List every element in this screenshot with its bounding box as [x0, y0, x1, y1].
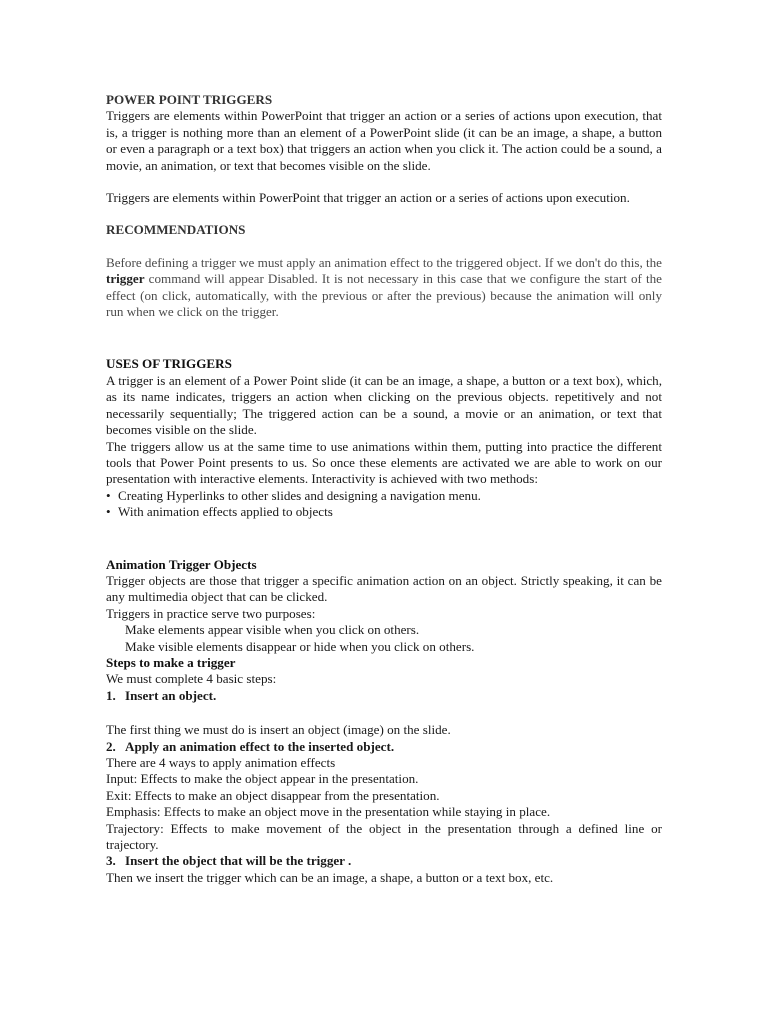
recommendations-paragraph: [106, 255, 662, 321]
uses-paragraph-2: The triggers allow us at the same time to use animations within them, putting into practice the different tools that Power Point presents to us. So once these elements are activated we are able to work on our presentation with interactive elements. Interactivity is achieved with two methods:: [106, 438, 662, 487]
document-page: [106, 92, 662, 886]
animation-paragraph-2: Triggers in practice serve two purposes:: [106, 605, 316, 621]
list-item: [106, 488, 662, 504]
uses-bullet-list: [106, 488, 662, 521]
step-label: Apply an animation effect to the inserted object.: [125, 738, 395, 754]
purpose-item: Make visible elements disappear or hide when you click on others.: [125, 638, 475, 654]
purpose-item: Make elements appear visible when you click on others.: [125, 622, 420, 638]
trigger-keyword: trigger: [106, 271, 145, 287]
spacer: [106, 320, 662, 356]
step-1-text: The first thing we must do is insert an object (image) on the slide.: [106, 722, 451, 738]
bullet-glyph: •: [106, 504, 111, 520]
list-item-text: With animation effects applied to objects: [118, 504, 333, 520]
list-item: [106, 504, 662, 520]
spacer: [106, 521, 662, 557]
effect-item: Input: Effects to make the object appear in the presentation.: [106, 771, 419, 787]
step-number: 2.: [106, 738, 116, 754]
steps-heading: Steps to make a trigger: [106, 654, 236, 670]
step-1-heading: [106, 688, 662, 704]
step-label: Insert the object that will be the trigger .: [125, 853, 352, 869]
recommendations-heading: RECOMMENDATIONS: [106, 222, 246, 238]
intro-paragraph: Triggers are elements within PowerPoint that trigger an action or a series of actions upon execution, that is, a trigger is nothing more than an element of a PowerPoint slide (it can be an image, a shape, a button or even a paragraph or a text box) that triggers an action when you click it. The action could be a sound, a movie, an animation, or text that becomes visible on the slide.: [106, 108, 662, 173]
recommendations-text-after: command will appear Disabled. It is not necessary in this case that we configure the start of the effect (on click, automatically, with the previous or after the previous) because the animation will only run when we click on the trigger.: [106, 271, 662, 320]
effect-item: Exit: Effects to make an object disappear from the presentation.: [106, 787, 440, 803]
step-3-text: Then we insert the trigger which can be an image, a shape, a button or a text box, etc.: [106, 869, 554, 885]
spacer: [106, 239, 662, 255]
document-title: POWER POINT TRIGGERS: [106, 92, 273, 107]
step-3-heading: [106, 853, 662, 869]
bullet-glyph: •: [106, 487, 111, 503]
recommendations-text-before: Before defining a trigger we must apply an animation effect to the triggered object. If we don't do this, the: [106, 254, 662, 270]
steps-intro: We must complete 4 basic steps:: [106, 671, 277, 687]
step-label: Insert an object.: [125, 687, 217, 703]
effect-item: Emphasis: Effects to make an object move in the presentation while staying in place.: [106, 804, 551, 820]
uses-heading: USES OF TRIGGERS: [106, 356, 232, 372]
step-number: 1.: [106, 687, 116, 703]
spacer: [106, 704, 662, 722]
step-2-intro: There are 4 ways to apply animation effects: [106, 755, 336, 770]
spacer: [106, 206, 662, 222]
effect-item: Trajectory: Effects to make movement of the object in the presentation through a defined line or trajectory.: [106, 820, 662, 853]
list-item-text: Creating Hyperlinks to other slides and designing a navigation menu.: [118, 487, 481, 503]
uses-paragraph-1: A trigger is an element of a Power Point slide (it can be an image, a shape, a button or a text box), which, as its name indicates, triggers an action when clicking on the previous objects. repetitively and not necessarily sequentially; The triggered action can be a sound, a movie or an animation, or text that becomes visible on the slide.: [106, 372, 662, 438]
step-number: 3.: [106, 853, 116, 869]
animation-paragraph-1: Trigger objects are those that trigger a specific animation action on an object. Strictly speaking, it can be any multimedia object that can be clicked.: [106, 572, 662, 605]
intro-summary-paragraph: Triggers are elements within PowerPoint that trigger an action or a series of actions upon execution.: [106, 190, 630, 206]
animation-heading: Animation Trigger Objects: [106, 556, 257, 572]
step-2-heading: [106, 739, 662, 755]
spacer: [106, 174, 662, 190]
